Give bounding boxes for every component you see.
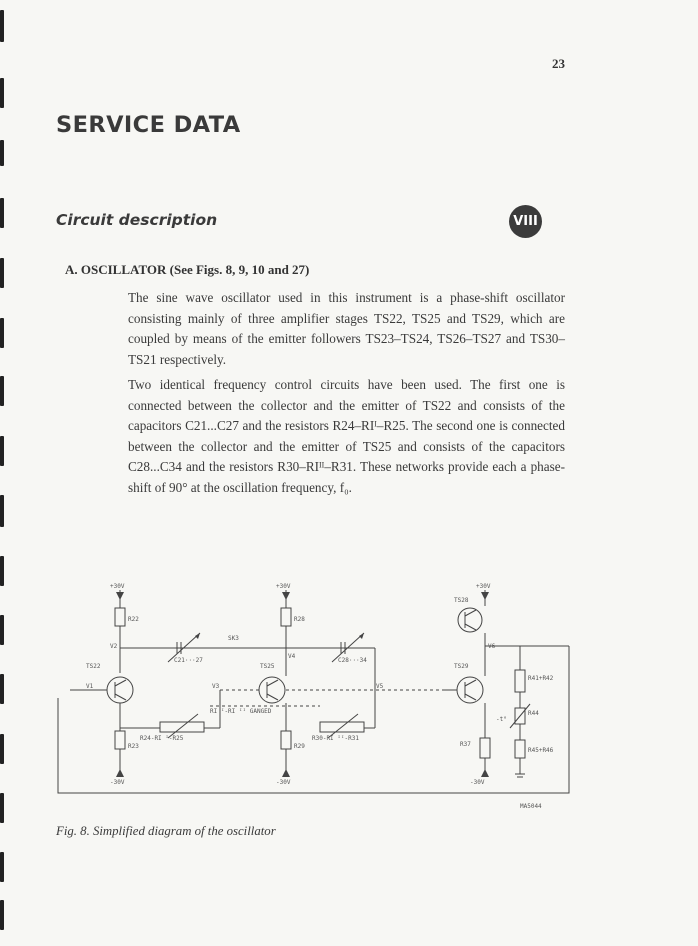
oscillator-circuit-diagram: [50, 578, 590, 820]
page-number: 23: [552, 56, 565, 71]
label-r45-r46: R45+R46: [528, 747, 554, 754]
label-ts25: TS25: [260, 663, 275, 670]
label-v2: V2: [110, 643, 118, 650]
label-r24-r25: R24-RI ᴵ-R25: [140, 735, 184, 742]
label-v4: V4: [288, 653, 296, 660]
book-binding-marks: [0, 0, 10, 946]
label-r22: R22: [128, 616, 139, 623]
label-v5: V5: [376, 683, 384, 690]
label-r23: R23: [128, 743, 139, 750]
label-c21-27: C21···27: [174, 657, 203, 664]
oscillator-subheading: A. OSCILLATOR (See Figs. 8, 9, 10 and 27): [65, 262, 310, 277]
label-r30-r31: R30-RI ᴵᴵ-R31: [312, 735, 359, 742]
label-ts22: TS22: [86, 663, 101, 670]
label-r41-r42: R41+R42: [528, 675, 554, 682]
label-ts29: TS29: [454, 663, 469, 670]
label-v-minus-1: -30V: [110, 779, 125, 786]
label-v3: V3: [212, 683, 220, 690]
figure-caption: Fig. 8. Simplified diagram of the oscillator: [56, 824, 276, 838]
label-r28: R28: [294, 616, 305, 623]
label-v1: V1: [86, 683, 94, 690]
chapter-badge: VIII: [509, 205, 542, 238]
label-minus-t: -t°: [496, 716, 507, 723]
chapter-title: Circuit description: [56, 211, 218, 229]
label-v-plus-2: +30V: [276, 583, 291, 590]
label-v-plus-1: +30V: [110, 583, 125, 590]
label-v-plus-3: +30V: [476, 583, 491, 590]
label-v-minus-3: -30V: [470, 779, 485, 786]
label-ts28: TS28: [454, 597, 469, 604]
label-r44: R44: [528, 710, 539, 717]
label-ganged: RI ᴵ-RI ᴵᴵ GANGED: [210, 708, 272, 715]
label-c28-34: C28···34: [338, 657, 367, 664]
label-v6: V6: [488, 643, 496, 650]
label-r29: R29: [294, 743, 305, 750]
section-title: SERVICE DATA: [56, 112, 241, 138]
paragraph-frequency-control: Two identical frequency control circuits have been used. The first one is connected between the collector and the emitter of TS22 and consists of the capacitors C21...C27 and the resistors R24–RIᴵ–R25. The second one is connected between the collector and the emitter of TS25 and consists of the capacitors C28...C34 and the resistors R30–RIᴵᴵ–R31. These networks provide each a phase-shift of 90° at the oscillation frequency, f₀.: [128, 377, 565, 495]
label-sk3: SK3: [228, 635, 239, 642]
paragraph-oscillator-overview: The sine wave oscillator used in this instrument is a phase-shift oscillator consisting mainly of three amplifier stages TS22, TS25 and TS29, which are coupled by means of the emitter followers TS23–TS24, TS26–TS27 and TS30–TS21 respectively.: [128, 290, 565, 367]
label-r37: R37: [460, 741, 471, 748]
label-figure-ref: MA5044: [520, 803, 542, 810]
label-v-minus-2: -30V: [276, 779, 291, 786]
